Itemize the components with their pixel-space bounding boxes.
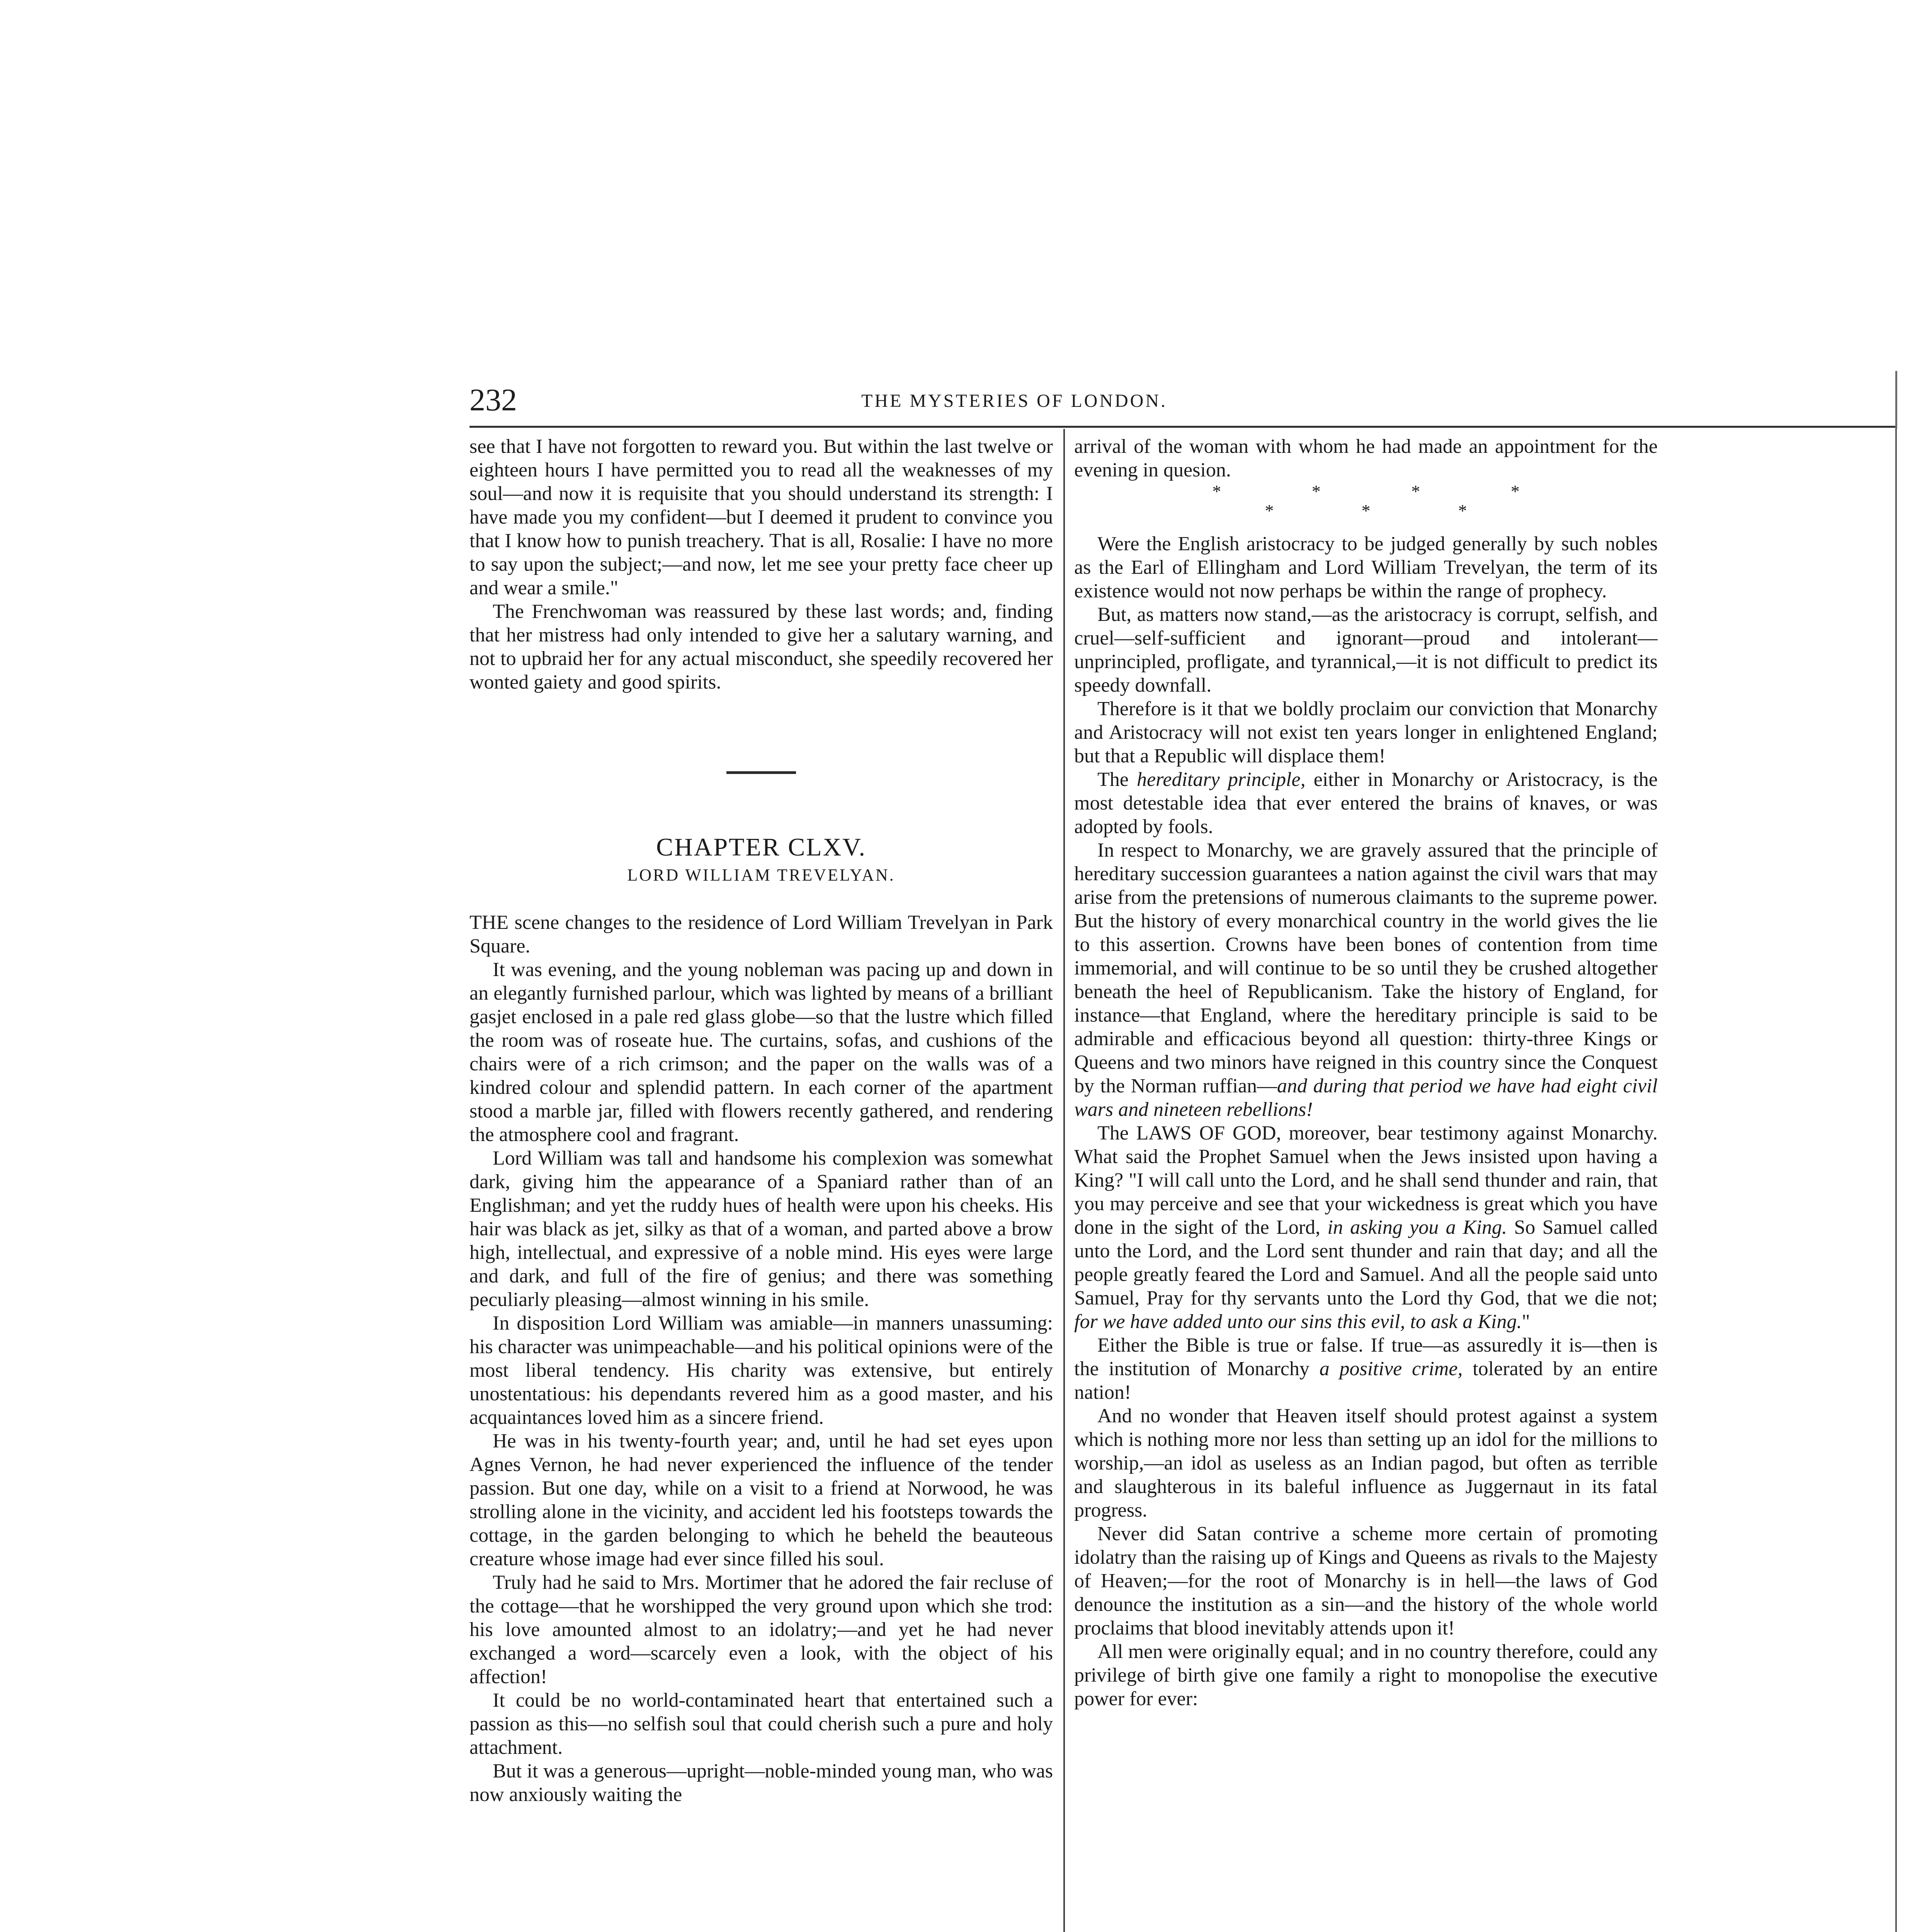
paragraph: It could be no world-contaminated heart that entertained such a passion as this—no selfish soul that could cherish such a pure and holy attachment. xyxy=(469,1689,1053,1759)
asterisk: * xyxy=(1265,501,1274,520)
paragraph: But it was a generous—upright—noble-minded young man, who was now anxiously waiting the xyxy=(469,1760,1053,1806)
frame-corner-line xyxy=(1895,371,1897,429)
paragraph: The Frenchwoman was reassured by these last words; and, finding that her mistress had only intended to give her a salutary warning, and not to upbraid her for any actual misconduct, she speedily recovered her wonted gaiety and good spirits. xyxy=(469,600,1053,693)
paragraph: But, as matters now stand,—as the aristocracy is corrupt, selfish, and cruel—self-sufficient and ignorant—proud and intolerant—unprincipled, profligate, and tyrannical,—it is not difficult to predict its speedy downfall. xyxy=(1074,604,1658,696)
left-column xyxy=(469,435,1053,1922)
text-run: Either the Bible is true or false. If true—as assuredly it is—then is the institution of Monarchy xyxy=(1074,1334,1658,1380)
paragraph xyxy=(1074,838,1658,1121)
right-column xyxy=(1074,435,1658,1922)
text-run: " xyxy=(1522,1311,1530,1333)
paragraph: arrival of the woman with whom he had made an appointment for the evening in quesion. xyxy=(1074,435,1658,481)
chapter-title: CHAPTER CLXV. xyxy=(656,833,866,861)
emphasis: a positive crime, xyxy=(1319,1358,1463,1380)
text-run: The LAWS OF GOD, moreover, bear testimony against Monarchy. What said the Prophet Samuel when the Jews insisted upon having a King? "I will call unto the Lord, and he shall send thunder and rain, that you may perceive and see that your wickedness is great which you have done in the sight of the Lord, xyxy=(1074,1122,1658,1238)
paragraph: It was evening, and the young nobleman was pacing up and down in an elegantly furnished parlour, which was lighted by means of a brilliant gasjet enclosed in a pale red glass globe—so that the lustre which filled the room was of roseate hue. The curtains, sofas, and cushions of the chairs were of a rich crimson; and the paper on the walls was of a kindred colour and splendid pattern. In each corner of the apartment stood a marble jar, filled with flowers recently gathered, and rendering the atmosphere cool and fragrant. xyxy=(469,959,1053,1146)
page-number: 232 xyxy=(469,382,517,417)
paragraph: Truly had he said to Mrs. Mortimer that he adored the fair recluse of the cottage—that he worshipped the very ground upon which she trod: his love amounted almost to an idolatry;—and yet he had never exchanged a word—scarcely even a look, with the object of his affection! xyxy=(469,1571,1053,1688)
asterisk: * xyxy=(1361,501,1371,520)
text-run: So Samuel called unto the Lord, and the Lord sent thunder and rain that day; and all the people greatly feared the Lord and Samuel. And all the people said unto Samuel, Pray for thy servants unto the Lord thy God, that we die not; xyxy=(1074,1216,1658,1309)
page-header xyxy=(469,383,1559,425)
asterisk: * xyxy=(1510,481,1520,501)
paragraph: see that I have not forgotten to reward you. But within the last twelve or eighteen hours I have permitted you to read all the weaknesses of my soul—and now it is requisite that you should understand its strength: I have made you my confident—but I deemed it prudent to convince you that I know how to punish treachery. That is all, Rosalie: I have no more to say upon the subject;—and now, let me see your pretty face cheer up and wear a smile." xyxy=(469,435,1053,599)
header-rule xyxy=(469,426,1895,428)
paragraph: THE scene changes to the residence of Lord William Trevelyan in Park Square. xyxy=(469,912,1053,957)
paragraph: Therefore is it that we boldly proclaim our conviction that Monarchy and Aristocracy will not exist ten years longer in enlightened England; but that a Republic will displace them! xyxy=(1074,698,1658,767)
emphasis: for we have added unto our sins this evil, to ask a King. xyxy=(1074,1311,1522,1333)
paragraph: All men were originally equal; and in no country therefore, could any privilege of birth give one family a right to monopolise the executive power for ever: xyxy=(1074,1641,1658,1710)
frame-right-line xyxy=(1895,429,1897,1932)
text-run: In respect to Monarchy, we are gravely assured that the principle of hereditary succession guarantees a nation against the civil wars that may arise from the pretensions of numerous claimants to the supreme power. But the history of every monarchical country in the world gives the lie to this assertion. Crowns have been bones of contention from time immemorial, and will continue to be so until they be crushed altogether beneath the heel of Republicanism. Take the history of England, for instance—that England, where the hereditary principle is said to be admirable and efficacious beyond all question: thirty-three Kings or Queens and two minors have reigned in this country since the Conquest by the Norman ruffian— xyxy=(1074,839,1658,1097)
chapter-subtitle: LORD WILLIAM TREVELYAN. xyxy=(627,866,895,884)
asterisk: * xyxy=(1411,481,1420,501)
paragraph xyxy=(1074,1121,1658,1333)
running-head: THE MYSTERIES OF LONDON. xyxy=(861,391,1167,411)
paragraph: And no wonder that Heaven itself should protest against a system which is nothing more nor less than setting up an idol for the millions to worship,—an idol as useless as an Indian pagod, but often as terrible and slaughterous in its baleful influence as Juggernaut in its fatal progress. xyxy=(1074,1405,1658,1521)
section-break-asterisks xyxy=(1074,501,1658,520)
paragraph xyxy=(1074,768,1658,838)
text-run: The xyxy=(1097,769,1137,791)
paragraph: Lord William was tall and handsome his complexion was somewhat dark, giving him the appearance of a Spaniard rather than of an Englishman; and yet the ruddy hues of health were upon his cheeks. His hair was black as jet, silky as that of a woman, and parted above a brow high, intellectual, and expressive of a noble mind. His eyes were large and dark, and full of the fire of genius; and there was something peculiarly pleasing—almost winning in his smile. xyxy=(469,1147,1053,1311)
chapter-divider xyxy=(726,771,796,774)
emphasis: in asking you a King. xyxy=(1327,1216,1507,1238)
text-run: either in Monarchy or Aristocracy, is the most detestable idea that ever entered the brains of knaves, or was adopted by fools. xyxy=(1074,769,1658,838)
paragraph: He was in his twenty-fourth year; and, until he had set eyes upon Agnes Vernon, he had never experienced the influence of the tender passion. But one day, while on a visit to a friend at Norwood, he was strolling alone in the vicinity, and accident led his footsteps towards the cottage, in the garden belonging to which he beheld the beauteous creature whose image had ever since filled his soul. xyxy=(469,1430,1053,1570)
emphasis: hereditary principle, xyxy=(1137,769,1306,791)
text-run: tolerated by an entire nation! xyxy=(1074,1358,1658,1403)
asterisk: * xyxy=(1458,501,1467,520)
paragraph: Never did Satan contrive a scheme more certain of promoting idolatry than the raising up of Kings and Queens as rivals to the Majesty of Heaven;—for the root of Monarchy is in hell—the laws of God denounce the institution as a sin—and the history of the whole world proclaims that blood inevitably attends upon it! xyxy=(1074,1523,1658,1639)
asterisk: * xyxy=(1212,481,1221,501)
section-break-asterisks xyxy=(1074,482,1658,501)
emphasis: and during that period we have had eight civil wars and nineteen rebellions! xyxy=(1074,1075,1658,1121)
paragraph: In disposition Lord William was amiable—in manners unassuming: his character was unimpeachable—and his political opinions were of the most liberal tendency. His charity was extensive, but entirely unostentatious: his dependants revered him as a good master, and his acquaintances loved him as a sincere friend. xyxy=(469,1312,1053,1429)
column-divider xyxy=(1063,429,1065,1932)
asterisk: * xyxy=(1311,481,1321,501)
paragraph: Were the English aristocracy to be judged generally by such nobles as the Earl of Ellingham and Lord William Trevelyan, the term of its existence would not now perhaps be within the range of prophecy. xyxy=(1074,533,1658,602)
paragraph xyxy=(1074,1333,1658,1404)
